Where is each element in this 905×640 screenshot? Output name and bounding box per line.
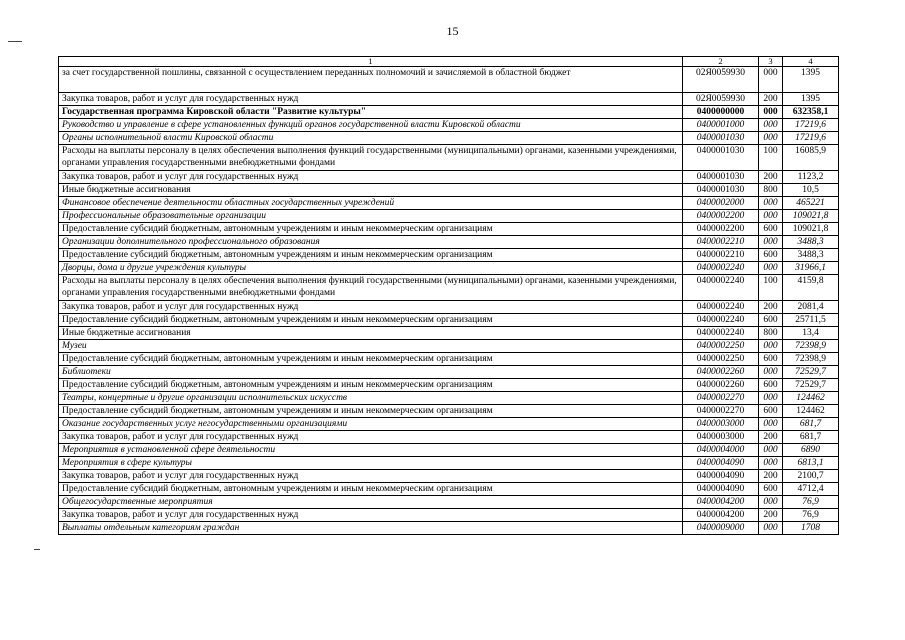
row-amount: 72398,9 bbox=[783, 353, 839, 366]
row-description: Закупка товаров, работ и услуг для государственных нужд bbox=[59, 509, 683, 522]
row-amount: 6813,1 bbox=[783, 457, 839, 470]
row-description: Предоставление субсидий бюджетным, автономным учреждениям и иным некоммерческим организациям bbox=[59, 249, 683, 262]
row-expense-type: 200 bbox=[759, 431, 783, 444]
row-description: Закупка товаров, работ и услуг для государственных нужд bbox=[59, 470, 683, 483]
row-amount: 3488,3 bbox=[783, 236, 839, 249]
table-row bbox=[59, 444, 839, 457]
row-amount: 4712,4 bbox=[783, 483, 839, 496]
row-expense-type: 600 bbox=[759, 223, 783, 236]
row-amount: 124462 bbox=[783, 392, 839, 405]
row-amount: 76,9 bbox=[783, 496, 839, 509]
row-expense-type: 800 bbox=[759, 327, 783, 340]
row-description: Общегосударственные мероприятия bbox=[59, 496, 683, 509]
table-body bbox=[59, 67, 839, 535]
row-code: 0400002260 bbox=[683, 379, 759, 392]
row-description: Оказание государственных услуг негосударственными организациями bbox=[59, 418, 683, 431]
row-expense-type: 000 bbox=[759, 119, 783, 132]
row-description: Государственная программа Кировской области "Развитие культуры" bbox=[59, 106, 683, 119]
row-expense-type: 000 bbox=[759, 210, 783, 223]
row-expense-type: 800 bbox=[759, 184, 783, 197]
row-code: 0400002240 bbox=[683, 275, 759, 301]
table-row bbox=[59, 483, 839, 496]
table-row bbox=[59, 392, 839, 405]
row-code: 0400002210 bbox=[683, 236, 759, 249]
row-amount: 109021,8 bbox=[783, 223, 839, 236]
row-expense-type: 200 bbox=[759, 470, 783, 483]
table-row bbox=[59, 210, 839, 223]
row-code: 0400002250 bbox=[683, 353, 759, 366]
row-amount: 72529,7 bbox=[783, 379, 839, 392]
row-description: Предоставление субсидий бюджетным, автономным учреждениям и иным некоммерческим организациям bbox=[59, 223, 683, 236]
row-amount: 13,4 bbox=[783, 327, 839, 340]
row-expense-type: 000 bbox=[759, 197, 783, 210]
row-code: 0400003000 bbox=[683, 431, 759, 444]
table-row bbox=[59, 275, 839, 301]
row-description: Дворцы, дома и другие учреждения культуры bbox=[59, 262, 683, 275]
row-expense-type: 000 bbox=[759, 392, 783, 405]
row-code: 02Я0059930 bbox=[683, 93, 759, 106]
row-code: 0400004200 bbox=[683, 496, 759, 509]
row-code: 0400004090 bbox=[683, 470, 759, 483]
row-expense-type: 200 bbox=[759, 509, 783, 522]
table-row bbox=[59, 379, 839, 392]
row-description: Мероприятия в сфере культуры bbox=[59, 457, 683, 470]
row-code: 0400002270 bbox=[683, 405, 759, 418]
row-amount: 1123,2 bbox=[783, 171, 839, 184]
row-code: 0400002240 bbox=[683, 327, 759, 340]
row-description: Закупка товаров, работ и услуг для государственных нужд bbox=[59, 431, 683, 444]
row-description: Мероприятия в установленной сфере деятельности bbox=[59, 444, 683, 457]
table-row bbox=[59, 249, 839, 262]
row-description: Предоставление субсидий бюджетным, автономным учреждениям и иным некоммерческим организациям bbox=[59, 405, 683, 418]
row-amount: 17219,6 bbox=[783, 119, 839, 132]
row-description: Руководство и управление в сфере установленных функций органов государственной власти Кировской области bbox=[59, 119, 683, 132]
row-expense-type: 600 bbox=[759, 314, 783, 327]
row-description: Расходы на выплаты персоналу в целях обеспечения выполнения функций государственными (муниципальными) органами, казенными учреждениями, органами управления государственными внебюджетными фондами bbox=[59, 145, 683, 171]
row-expense-type: 000 bbox=[759, 236, 783, 249]
row-code: 0400001030 bbox=[683, 171, 759, 184]
row-expense-type: 000 bbox=[759, 522, 783, 535]
table-row bbox=[59, 509, 839, 522]
table-row bbox=[59, 171, 839, 184]
table-row bbox=[59, 197, 839, 210]
budget-table bbox=[58, 56, 839, 535]
row-code: 0400001030 bbox=[683, 145, 759, 171]
table-row bbox=[59, 262, 839, 275]
page-number: 15 bbox=[446, 24, 459, 38]
row-code: 0400001000 bbox=[683, 119, 759, 132]
row-code: 0400002240 bbox=[683, 262, 759, 275]
row-expense-type: 000 bbox=[759, 106, 783, 119]
row-code: 0400002240 bbox=[683, 314, 759, 327]
row-amount: 17219,6 bbox=[783, 132, 839, 145]
row-code: 0400004200 bbox=[683, 509, 759, 522]
margin-mark bbox=[34, 549, 40, 550]
row-description: Иные бюджетные ассигнования bbox=[59, 327, 683, 340]
row-description: Закупка товаров, работ и услуг для государственных нужд bbox=[59, 93, 683, 106]
row-amount: 1708 bbox=[783, 522, 839, 535]
table-row bbox=[59, 418, 839, 431]
table-row bbox=[59, 119, 839, 132]
row-expense-type: 000 bbox=[759, 496, 783, 509]
row-description: Музеи bbox=[59, 340, 683, 353]
header-cell: 4 bbox=[783, 57, 839, 67]
row-description: Иные бюджетные ассигнования bbox=[59, 184, 683, 197]
row-description: Закупка товаров, работ и услуг для государственных нужд bbox=[59, 171, 683, 184]
row-description: Органы исполнительной власти Кировской области bbox=[59, 132, 683, 145]
row-expense-type: 600 bbox=[759, 379, 783, 392]
row-description: Предоставление субсидий бюджетным, автономным учреждениям и иным некоммерческим организациям bbox=[59, 314, 683, 327]
row-expense-type: 100 bbox=[759, 145, 783, 171]
row-amount: 25711,5 bbox=[783, 314, 839, 327]
row-code: 0400002240 bbox=[683, 301, 759, 314]
row-description: Библиотеки bbox=[59, 366, 683, 379]
row-amount: 6890 bbox=[783, 444, 839, 457]
table-row bbox=[59, 301, 839, 314]
table-row bbox=[59, 522, 839, 535]
row-code: 0400004000 bbox=[683, 444, 759, 457]
row-expense-type: 200 bbox=[759, 171, 783, 184]
row-description: Организации дополнительного профессионального образования bbox=[59, 236, 683, 249]
row-code: 0400002000 bbox=[683, 197, 759, 210]
table-row bbox=[59, 353, 839, 366]
row-description: Предоставление субсидий бюджетным, автономным учреждениям и иным некоммерческим организациям bbox=[59, 353, 683, 366]
table-row bbox=[59, 67, 839, 93]
table-row bbox=[59, 132, 839, 145]
row-amount: 2081,4 bbox=[783, 301, 839, 314]
header-cell: 1 bbox=[59, 57, 683, 67]
table-row bbox=[59, 314, 839, 327]
row-description: Профессиональные образовательные организации bbox=[59, 210, 683, 223]
row-amount: 76,9 bbox=[783, 509, 839, 522]
row-description: Расходы на выплаты персоналу в целях обеспечения выполнения функций государственными (муниципальными) органами, казенными учреждениями, органами управления государственными внебюджетными фондами bbox=[59, 275, 683, 301]
row-amount: 1395 bbox=[783, 67, 839, 93]
row-amount: 10,5 bbox=[783, 184, 839, 197]
table-row bbox=[59, 496, 839, 509]
row-expense-type: 000 bbox=[759, 340, 783, 353]
row-expense-type: 200 bbox=[759, 93, 783, 106]
table-row bbox=[59, 366, 839, 379]
row-expense-type: 000 bbox=[759, 262, 783, 275]
row-description: Закупка товаров, работ и услуг для государственных нужд bbox=[59, 301, 683, 314]
table-row bbox=[59, 145, 839, 171]
table-row bbox=[59, 184, 839, 197]
row-expense-type: 200 bbox=[759, 301, 783, 314]
row-expense-type: 000 bbox=[759, 67, 783, 93]
row-expense-type: 000 bbox=[759, 418, 783, 431]
row-code: 0400003000 bbox=[683, 418, 759, 431]
row-amount: 124462 bbox=[783, 405, 839, 418]
row-code: 0400004090 bbox=[683, 457, 759, 470]
row-description: Выплаты отдельным категориям граждан bbox=[59, 522, 683, 535]
row-code: 02Я0059930 bbox=[683, 67, 759, 93]
table-row bbox=[59, 223, 839, 236]
row-description: Театры, концертные и другие организации исполнительских искусств bbox=[59, 392, 683, 405]
header-row bbox=[59, 57, 839, 67]
row-expense-type: 100 bbox=[759, 275, 783, 301]
row-expense-type: 000 bbox=[759, 444, 783, 457]
row-code: 0400002200 bbox=[683, 223, 759, 236]
row-amount: 4159,8 bbox=[783, 275, 839, 301]
row-amount: 632358,1 bbox=[783, 106, 839, 119]
row-code: 0400009000 bbox=[683, 522, 759, 535]
row-code: 0400002270 bbox=[683, 392, 759, 405]
table-row bbox=[59, 340, 839, 353]
table-row bbox=[59, 327, 839, 340]
header-cell: 2 bbox=[683, 57, 759, 67]
row-amount: 2100,7 bbox=[783, 470, 839, 483]
table-row bbox=[59, 236, 839, 249]
margin-mark bbox=[8, 41, 22, 42]
table-row bbox=[59, 106, 839, 119]
row-expense-type: 000 bbox=[759, 457, 783, 470]
row-code: 0400002260 bbox=[683, 366, 759, 379]
header-cell: 3 bbox=[759, 57, 783, 67]
row-description: Предоставление субсидий бюджетным, автономным учреждениям и иным некоммерческим организациям bbox=[59, 379, 683, 392]
row-code: 0400000000 bbox=[683, 106, 759, 119]
row-amount: 3488,3 bbox=[783, 249, 839, 262]
row-amount: 109021,8 bbox=[783, 210, 839, 223]
row-code: 0400001030 bbox=[683, 184, 759, 197]
row-code: 0400002210 bbox=[683, 249, 759, 262]
row-amount: 72529,7 bbox=[783, 366, 839, 379]
row-amount: 681,7 bbox=[783, 418, 839, 431]
row-expense-type: 000 bbox=[759, 132, 783, 145]
row-amount: 72398,9 bbox=[783, 340, 839, 353]
row-expense-type: 600 bbox=[759, 249, 783, 262]
table-row bbox=[59, 93, 839, 106]
table-row bbox=[59, 470, 839, 483]
row-code: 0400002250 bbox=[683, 340, 759, 353]
row-amount: 31966,1 bbox=[783, 262, 839, 275]
row-amount: 465221 bbox=[783, 197, 839, 210]
row-description: за счет государственной пошлины, связанной с осуществлением переданных полномочий и зачисляемой в областной бюджет bbox=[59, 67, 683, 93]
row-code: 0400001030 bbox=[683, 132, 759, 145]
row-amount: 16085,9 bbox=[783, 145, 839, 171]
row-code: 0400002200 bbox=[683, 210, 759, 223]
row-expense-type: 600 bbox=[759, 483, 783, 496]
row-expense-type: 600 bbox=[759, 353, 783, 366]
row-description: Финансовое обеспечение деятельности областных государственных учреждений bbox=[59, 197, 683, 210]
table-row bbox=[59, 457, 839, 470]
row-amount: 1395 bbox=[783, 93, 839, 106]
row-amount: 681,7 bbox=[783, 431, 839, 444]
row-code: 0400004090 bbox=[683, 483, 759, 496]
row-expense-type: 600 bbox=[759, 405, 783, 418]
row-expense-type: 000 bbox=[759, 366, 783, 379]
table-row bbox=[59, 405, 839, 418]
row-description: Предоставление субсидий бюджетным, автономным учреждениям и иным некоммерческим организациям bbox=[59, 483, 683, 496]
table-row bbox=[59, 431, 839, 444]
